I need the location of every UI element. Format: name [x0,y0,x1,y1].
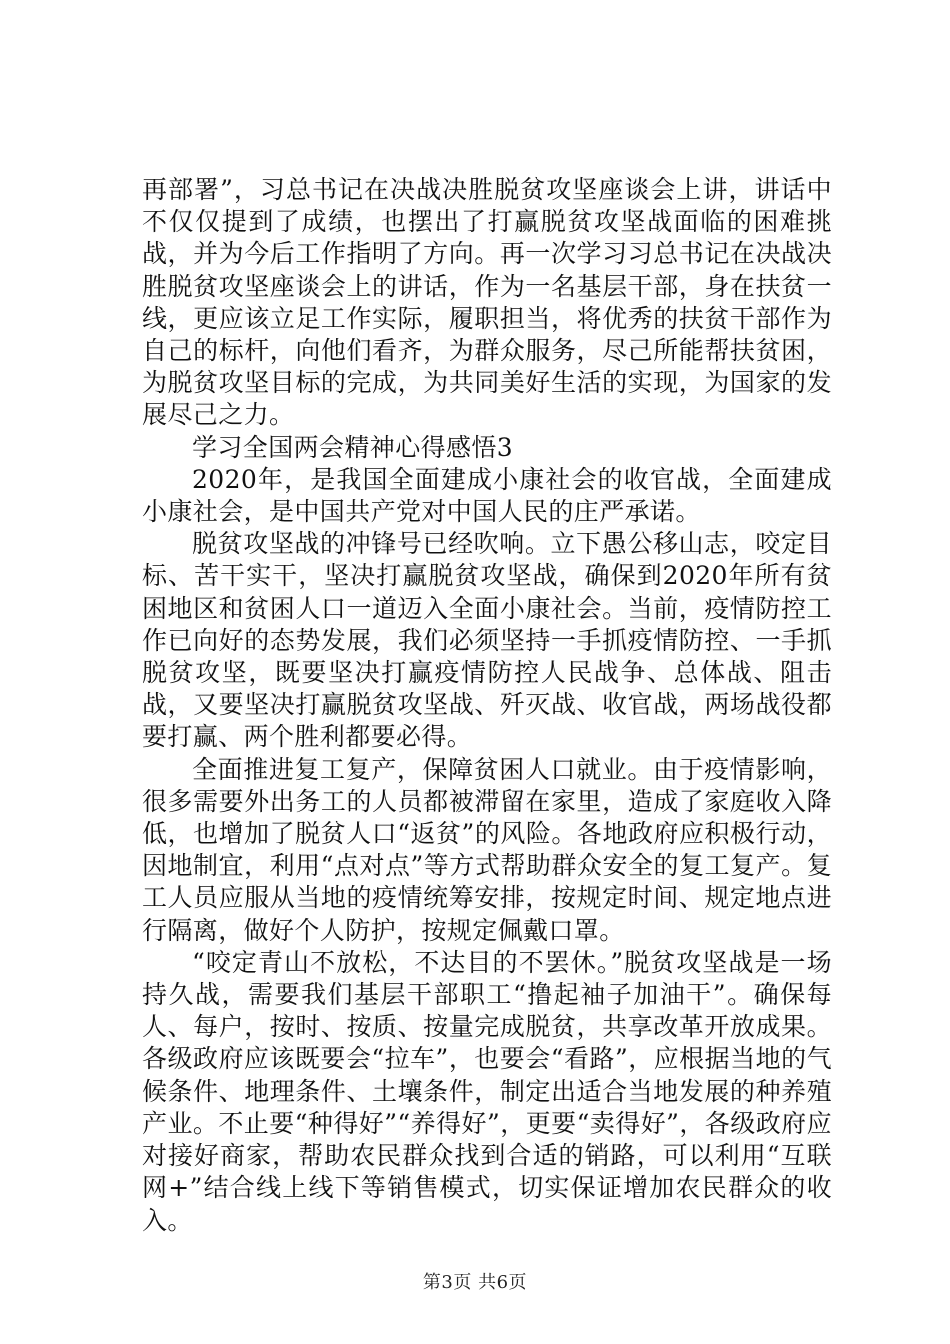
paragraph-continuation: 再部署”，习总书记在决战决胜脱贫攻坚座谈会上讲，讲话中不仅仅提到了成绩，也摆出了打赢脱贫攻坚战面临的困难挑战，并为今后工作指明了方向。再一次学习习总书记在决战决胜脱贫攻坚座谈会上的讲话，作为一名基层干部，身在扶贫一线，更应该立足工作实际，履职担当，将优秀的扶贫干部作为自己的标杆，向他们看齐，为群众服务，尽己所能帮扶贫困，为脱贫攻坚目标的完成，为共同美好生活的实现，为国家的发展尽己之力。 [142,175,832,430]
paragraph-poverty-battle: 脱贫攻坚战的冲锋号已经吹响。立下愚公移山志，咬定目标、苦干实干，坚决打赢脱贫攻坚战，确保到2020年所有贫困地区和贫困人口一道迈入全面小康社会。当前，疫情防控工作已向好的态势发展，我们必须坚持一手抓疫情防控、一手抓脱贫攻坚，既要坚决打赢疫情防控人民战争、总体战、阻击战，又要坚决打赢脱贫攻坚战、歼灭战、收官战，两场战役都要打赢、两个胜利都要必得。 [142,529,832,752]
paragraph-intro: 2020年，是我国全面建成小康社会的收官战，全面建成小康社会，是中国共产党对中国人民的庄严承诺。 [142,464,832,527]
page-footer: 第3页 共6页 [422,1272,528,1293]
document-body [142,174,832,1237]
section-heading: 学习全国两会精神心得感悟3 [192,432,514,462]
paragraph-resume-work: 全面推进复工复产，保障贫困人口就业。由于疫情影响，很多需要外出务工的人员都被滞留在家里，造成了家庭收入降低，也增加了脱贫人口“返贫”的风险。各地政府应积极行动，因地制宜，利用“点对点”等方式帮助群众安全的复工复产。复工人员应服从当地的疫情统筹安排，按规定时间、规定地点进行隔离，做好个人防护，按规定佩戴口罩。 [142,754,832,945]
paragraph-persistence: “咬定青山不放松，不达目的不罢休。”脱贫攻坚战是一场持久战，需要我们基层干部职工“撸起袖子加油干”。确保每人、每户，按时、按质、按量完成脱贫，共享改革开放成果。各级政府应该既要会“拉车”，也要会“看路”，应根据当地的气候条件、地理条件、土壤条件，制定出适合当地发展的种养殖产业。不止要“种得好”“养得好”，更要“卖得好”，各级政府应对接好商家，帮助农民群众找到合适的销路，可以利用“互联网+”结合线上线下等销售模式，切实保证增加农民群众的收入。 [142,947,832,1235]
